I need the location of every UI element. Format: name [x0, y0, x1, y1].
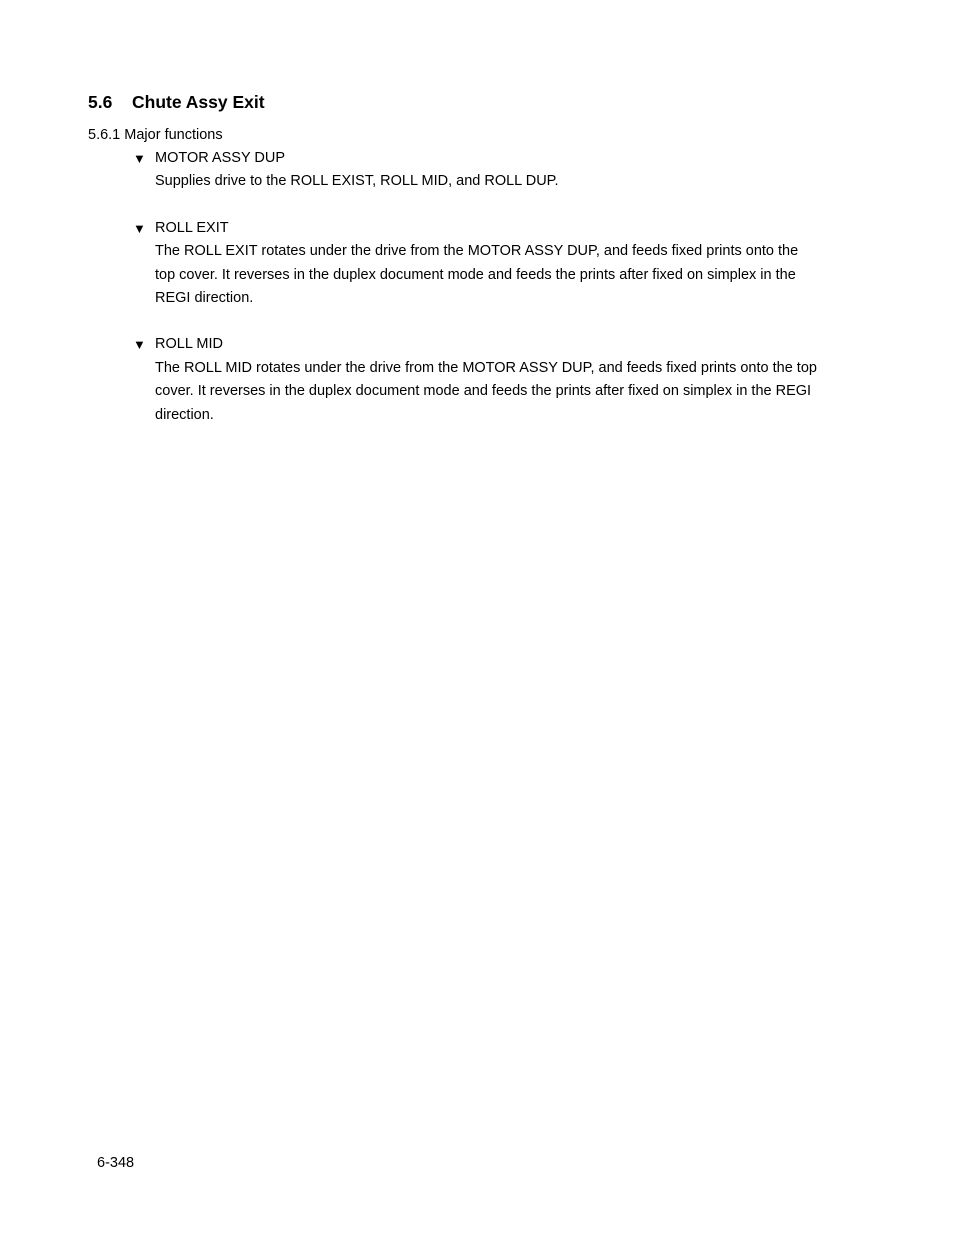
function-item-motor-assy-dup [133, 147, 868, 194]
function-item-label: ROLL MID [155, 336, 223, 353]
function-item-description: The ROLL MID rotates under the drive from the MOTOR ASSY DUP, and feeds fixed prints onto the top cover. It reverses in the duplex document mode and feeds the prints after fixed on simplex in the REGI direction. [155, 359, 817, 423]
function-item-title [133, 217, 868, 240]
function-item-roll-exit [133, 217, 868, 311]
function-item-title [133, 333, 868, 356]
function-item-description: The ROLL EXIT rotates under the drive from the MOTOR ASSY DUP, and feeds fixed prints onto the top cover. It reverses in the duplex document mode and feeds the prints after fixed on simplex in the REGI direction. [155, 243, 799, 307]
section-heading [88, 91, 265, 113]
function-item-label: MOTOR ASSY DUP [155, 150, 285, 166]
triangle-down-bullet-icon: ▼ [133, 151, 146, 166]
section-title: Chute Assy Exit [132, 92, 265, 112]
subsection-heading: 5.6.1 Major functions [88, 127, 223, 143]
function-item-description: Supplies drive to the ROLL EXIST, ROLL MID, and ROLL DUP. [155, 173, 559, 190]
function-item-roll-mid [133, 333, 868, 427]
section-number: 5.6 [88, 92, 113, 112]
function-list [133, 147, 868, 450]
page-number: 6-348 [97, 1155, 135, 1171]
function-item-title [133, 147, 868, 170]
function-item-label: ROLL EXIT [155, 219, 229, 236]
triangle-down-bullet-icon: ▼ [133, 220, 146, 236]
triangle-down-bullet-icon: ▼ [133, 337, 146, 353]
